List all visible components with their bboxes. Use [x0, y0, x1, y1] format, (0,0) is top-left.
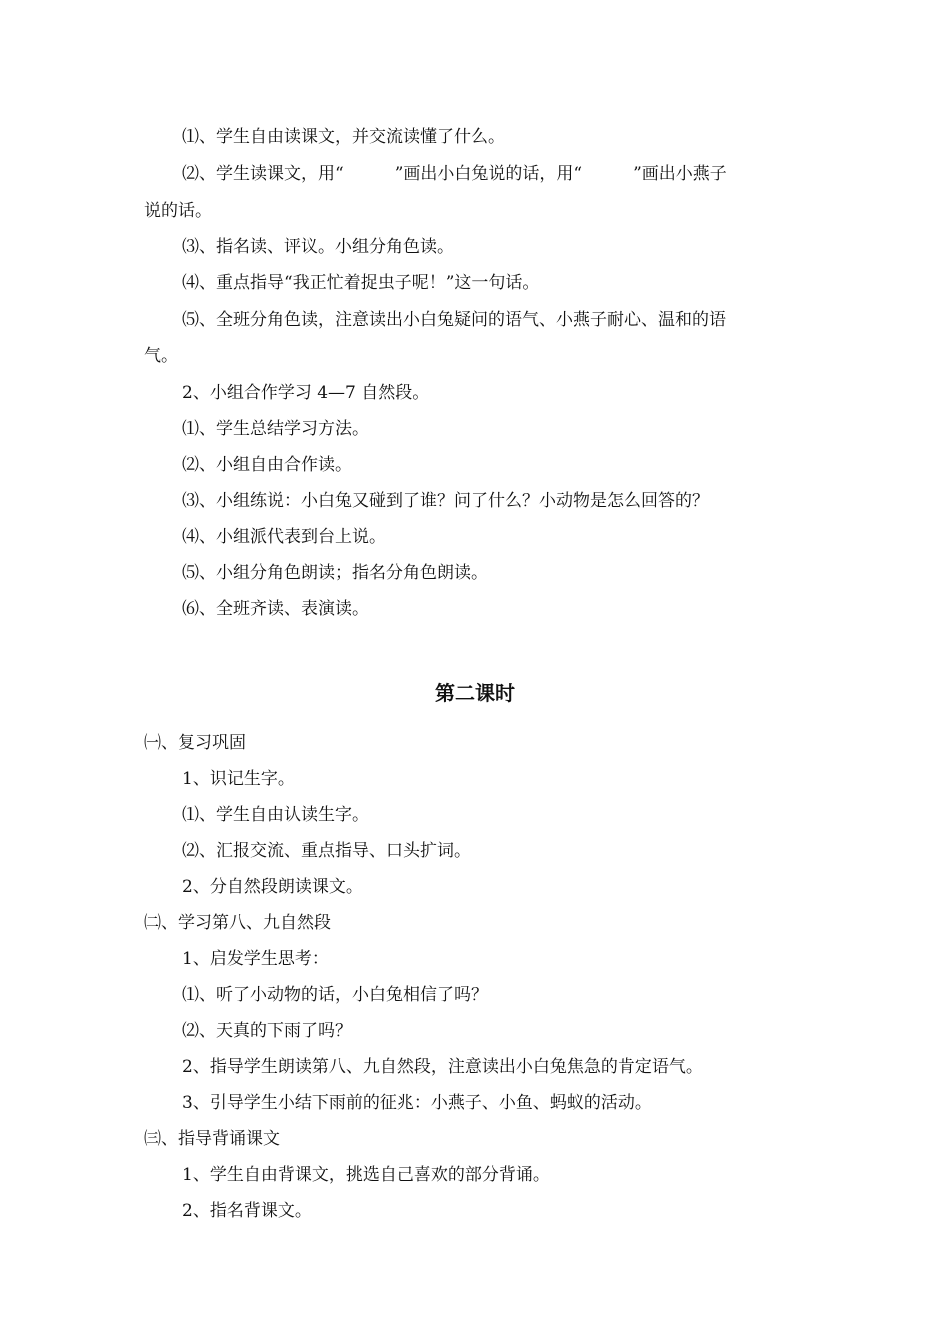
paragraph-line: ⑸、小组分角色朗读；指名分角色朗读。	[182, 563, 488, 583]
paragraph-line: ⑶、指名读、评议。小组分角色读。	[182, 237, 454, 257]
paragraph-line: 1、启发学生思考：	[182, 949, 329, 969]
paragraph-line: ⑵、小组自由合作读。	[182, 455, 352, 475]
paragraph-line: 说的话。	[144, 201, 212, 221]
section-heading: ㈢、指导背诵课文	[144, 1129, 280, 1149]
paragraph-line: ⑴、听了小动物的话，小白兔相信了吗？	[182, 985, 488, 1005]
paragraph-line: ⑶、小组练说：小白兔又碰到了谁？问了什么？小动物是怎么回答的？	[182, 491, 709, 511]
paragraph-line: ⑴、学生总结学习方法。	[182, 419, 369, 439]
lesson-title: 第二课时	[435, 681, 515, 705]
paragraph-line: ⑵、汇报交流、重点指导、口头扩词。	[182, 841, 471, 861]
paragraph-line: 1、识记生字。	[182, 769, 295, 789]
paragraph-line: ⑵、学生读课文，用“ ”画出小白兔说的话，用“ ”画出小燕子	[182, 164, 727, 184]
paragraph-line: ⑷、重点指导“我正忙着捉虫子呢！”这一句话。	[182, 273, 540, 293]
paragraph-line: 1、学生自由背课文，挑选自己喜欢的部分背诵。	[182, 1165, 550, 1185]
paragraph-line: ⑴、学生自由认读生字。	[182, 805, 369, 825]
section-heading: ㈡、学习第八、九自然段	[144, 913, 331, 933]
paragraph-line: ⑸、全班分角色读，注意读出小白兔疑问的语气、小燕子耐心、温和的语	[182, 310, 726, 330]
paragraph-line: ⑵、天真的下雨了吗？	[182, 1021, 352, 1041]
section-heading: ㈠、复习巩固	[144, 733, 246, 753]
paragraph-line: 2、指名背课文。	[182, 1201, 312, 1221]
paragraph-line: ⑷、小组派代表到台上说。	[182, 527, 386, 547]
paragraph-line: 3、引导学生小结下雨前的征兆：小燕子、小鱼、蚂蚁的活动。	[182, 1093, 652, 1113]
paragraph-line: 气。	[144, 346, 178, 366]
paragraph-line: 2、分自然段朗读课文。	[182, 877, 363, 897]
paragraph-line: ⑹、全班齐读、表演读。	[182, 599, 369, 619]
paragraph-line: 2、指导学生朗读第八、九自然段，注意读出小白兔焦急的肯定语气。	[182, 1057, 703, 1077]
paragraph-line: ⑴、学生自由读课文，并交流读懂了什么。	[182, 127, 505, 147]
paragraph-line: 2、小组合作学习 4—7 自然段。	[182, 383, 430, 403]
